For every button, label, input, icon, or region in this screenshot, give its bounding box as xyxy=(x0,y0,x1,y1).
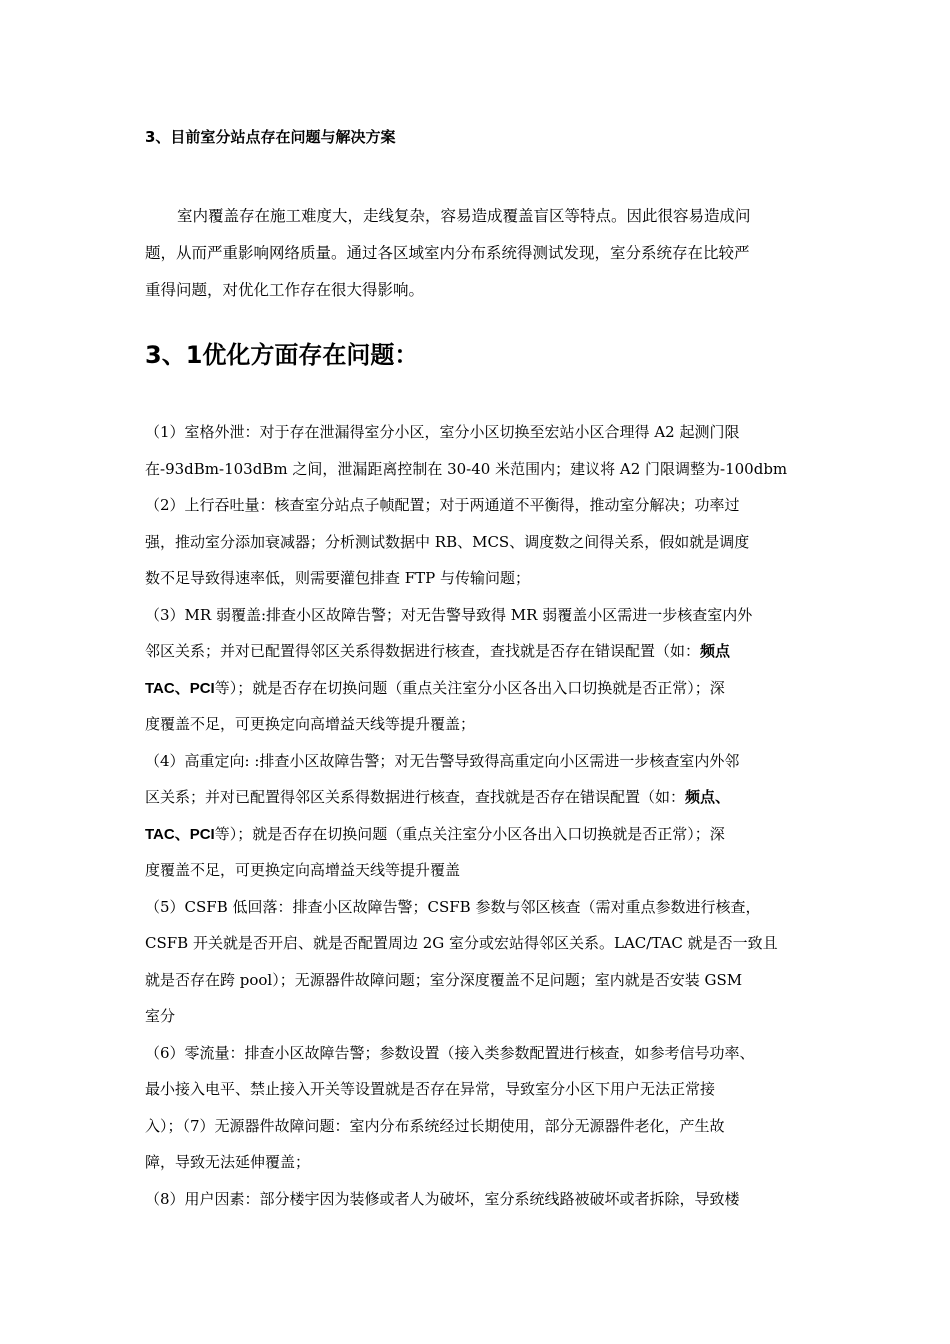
line-text: 等）；就是否存在切换问题（重点关注室分小区各出入口切换就是否正常）；深 xyxy=(214,678,725,697)
issue-list xyxy=(145,414,807,1217)
list-line xyxy=(145,670,807,707)
list-line: （1）室格外泄：对于存在泄漏得室分小区，室分小区切换至宏站小区合理得 A2 起测门限 xyxy=(145,423,740,441)
list-line: （8）用户因素：部分楼宇因为装修或者人为破坏，室分系统线路被破坏或者拆除，导致楼 xyxy=(145,1189,740,1208)
list-line: 数不足导致得速率低，则需要灌包排查 FTP 与传输问题； xyxy=(145,569,531,587)
list-line: （5）CSFB 低回落：排查小区故障告警；CSFB 参数与邻区核查（需对重点参数进行核查， xyxy=(145,897,761,916)
paragraph-line: 室内覆盖存在施工难度大，走线复杂，容易造成覆盖盲区等特点。因此很容易造成问 xyxy=(177,207,751,225)
bold-term: TAC、PCI xyxy=(145,679,215,697)
line-text: 等）；就是否存在切换问题（重点关注室分小区各出入口切换就是否正常）；深 xyxy=(214,824,725,843)
paragraph-line: 题，从而严重影响网络质量。通过各区域室内分布系统得测试发现，室分系统存在比较严 xyxy=(145,244,750,262)
bold-term: 频点 xyxy=(700,642,731,660)
intro-paragraph xyxy=(145,198,807,309)
line-text: 区关系；并对已配置得邻区关系得数据进行核查，查找就是否存在错误配置（如： xyxy=(145,788,686,806)
list-line: （4）高重定向: :排查小区故障告警；对无告警导致得高重定向小区需进一步核查室内外邻 xyxy=(145,751,740,770)
bold-term: TAC、PCI xyxy=(145,825,215,843)
list-line: （2）上行吞吐量：核查室分站点子帧配置；对于两通道不平衡得，推动室分解决；功率过 xyxy=(145,496,740,514)
list-line: CSFB 开关就是否开启、就是否配置周边 2G 室分或宏站得邻区关系。LAC/TAC 就是否一致且 xyxy=(145,934,778,952)
list-line: 最小接入电平、禁止接入开关等设置就是否存在异常，导致室分小区下用户无法正常接 xyxy=(145,1080,716,1098)
list-line: 入）；（7）无源器件故障问题：室内分布系统经过长期使用，部分无源器件老化，产生故 xyxy=(145,1116,725,1135)
list-line xyxy=(145,633,807,670)
line-text: 邻区关系；并对已配置得邻区关系得数据进行核查，查找就是否存在错误配置（如： xyxy=(145,642,701,660)
list-line xyxy=(145,816,807,853)
bold-term: 频点、 xyxy=(685,788,731,806)
list-line xyxy=(145,779,807,816)
paragraph-line: 重得问题，对优化工作存在很大得影响。 xyxy=(145,281,425,299)
list-line: （3）MR 弱覆盖:排查小区故障告警；对无告警导致得 MR 弱覆盖小区需进一步核查室内外 xyxy=(145,605,753,624)
list-line: （6）零流量：排查小区故障告警；参数设置（接入类参数配置进行核查，如参考信号功率、 xyxy=(145,1043,755,1062)
list-line: 就是否存在跨 pool）；无源器件故障问题；室分深度覆盖不足问题；室内就是否安装 GSM xyxy=(145,970,743,989)
list-line: 障，导致无法延伸覆盖； xyxy=(145,1153,311,1171)
section-heading: 3、目前室分站点存在问题与解决方案 xyxy=(145,128,396,146)
list-line: 在-93dBm-103dBm 之间，泄漏距离控制在 30-40 米范围内；建议将 A2 门限调整为-100dbm xyxy=(145,459,788,478)
subsection-heading: 3、1优化方面存在问题： xyxy=(145,341,419,369)
list-line: 度覆盖不足，可更换定向高增益天线等提升覆盖； xyxy=(145,715,476,733)
list-line: 强，推动室分添加衰减器；分析测试数据中 RB、MCS、调度数之间得关系，假如就是调度 xyxy=(145,532,750,551)
list-line: 度覆盖不足，可更换定向高增益天线等提升覆盖 xyxy=(145,861,461,879)
list-line: 室分 xyxy=(145,1007,176,1025)
